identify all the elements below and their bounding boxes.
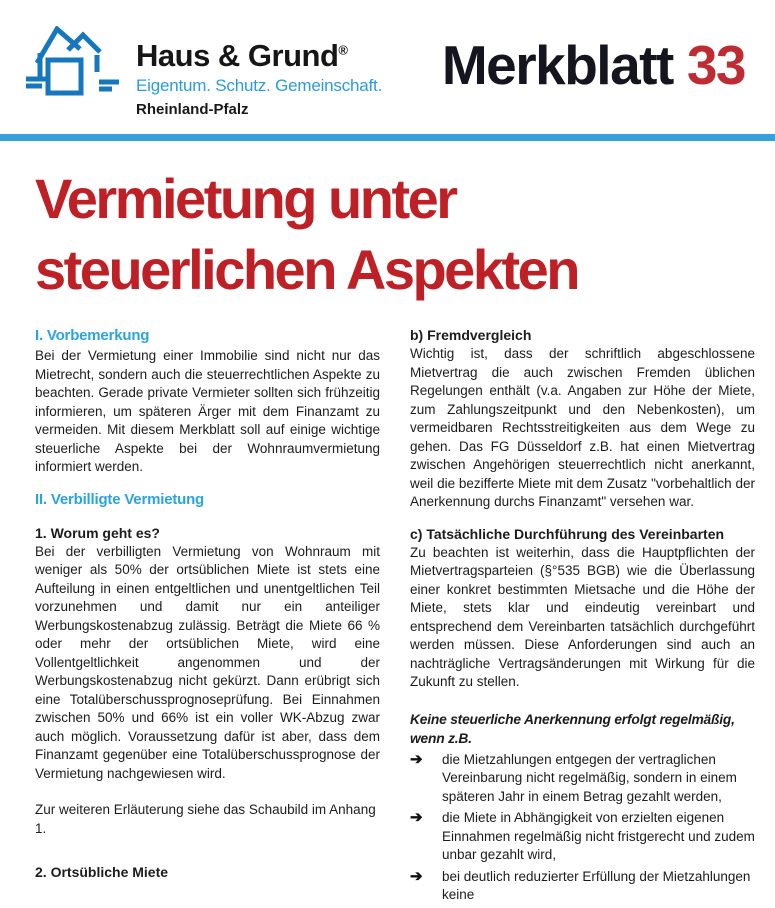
brand-block [136,40,382,118]
right-column [410,327,755,908]
subheading-tatsaechliche-durchfuehrung: c) Tatsächliche Durchführung des Vereinbarten [410,525,725,542]
list-item-text: die Miete in Abhängigkeit von erzielten eigenen Einnahmen regelmäßig nicht fristgerecht und zudem unbar gezahlt wird, [442,810,755,862]
page-title-line1: Vermietung unter [35,167,456,230]
list-item-text: die Mietzahlungen entgegen der vertraglichen Vereinbarung nicht regelmäßig, sondern in einem späteren Jahr in einem Betrag gezahlt werden, [442,751,737,804]
paragraph-vorbemerkung: Bei der Vermietung einer Immobilie sind nicht nur das Mietrecht, sondern auch die steuerrechtlichen Aspekte zu beachten. Gerade private Vermieter sollten sich frühzeitig informieren, um späteren Ärger mit dem Finanzamt zu vermeiden. Mit diesem Merkblatt soll auf einige wichtige steuerliche Aspekte bei der Wohnraumvermietung informiert werden. [35,348,380,474]
list-item [410,809,755,865]
paragraph-fremdvergleich: Wichtig ist, dass der schriftlich abgeschlossene Mietvertrag die auch zwischen Fremden üblichen Regelungen enthält (v.a. Angaben zur Höhe der Miete, zum Zahlungszeitpunkt und den Nebenkosten), um vermeidbaren Rechtsstreitigkeiten aus dem Wege zu gehen. Das FG Düsseldorf z.B. hat einen Mietvertrag zwischen Angehörigen steuerrechtlich nicht anerkannt, weil die bezifferte Miete mit dem Zusatz "vorbehaltlich der Anerkennung durchs Finanzamt" versehen war. [410,346,755,509]
list-intro-keine-anerkennung: Keine steuerliche Anerkennung erfolgt regelmäßig, wenn z.B. [410,711,735,746]
subheading-fremdvergleich: b) Fremdvergleich [410,327,532,343]
paragraph-worum-geht-es: Bei der verbilligten Vermietung von Wohnraum mit weniger als 50% der ortsüblichen Miete ist stets eine Aufteilung in einen entgeltlichen und unentgeltlichen Teil vorzunehmen und damit nur ein anteiliger Werbungskostenabzug zulässig. Beträgt die Miete 66 % oder mehr der ortsüblichen Miete, wird eine Vollentgeltlichkeit angenommen und der Werbungskostenabzug nicht gekürzt. Dann erübrigt sich eine Totalüberschussprognoseprüfung. Bei Einnahmen zwischen 50% und 66% ist ein voller WK-Abzug zwar auch möglich. Voraussetzung dafür ist aber, dass dem Finanzamt gegenüber eine Totalüberschussprognose der Vermietung nachgewiesen wird. [35,543,380,781]
page-title-line2: steuerlichen Aspekten [35,238,578,301]
list-item-text: bei deutlich reduzierter Erfüllung der Mietzahlungen keine [442,868,751,902]
note-schaubild-anhang: Zur weiteren Erläuterung siehe das Schaubild im Anhang 1. [35,802,376,836]
masthead-number: 33 [686,34,745,96]
header-divider-rule [0,134,775,141]
arrow-bullet-icon: ➔ [410,809,423,826]
masthead-label: Merkblatt [441,34,673,96]
subheading-ortsuebliche-miete: 2. Ortsübliche Miete [35,864,169,880]
arrow-bullet-icon: ➔ [410,867,423,885]
brand-name-text: Haus & Grund [136,38,339,73]
left-column [35,327,380,908]
document-header [0,0,775,134]
section-heading-verbilligte-vermietung: II. Verbilligte Vermietung [35,490,205,508]
brand-name [136,40,382,73]
masthead [441,34,745,96]
registered-mark: ® [338,42,348,58]
brand-region: Rheinland-Pfalz [136,100,249,118]
page-title [35,163,775,305]
paragraph-tatsaechliche-durchfuehrung: Zu beachten ist weiterhin, dass die Hauptpflichten der Mietvertragsparteien (§°535 BGB) wie die Überlassung einer konkret bestimmten Mietsache und die Höhe der Miete, stets klar und eindeutig vereinbart und entsprechend dem Vereinbarten tatsächlich durchgeführt werden müssen. Diese Anforderungen sind auch an nachträgliche Vertragsänderungen mit Wirkung für die Zukunft zu stellen. [410,544,755,689]
body-columns [0,327,775,908]
brand-tagline: Eigentum. Schutz. Gemeinschaft. [136,75,383,95]
subheading-worum-geht-es: 1. Worum geht es? [35,524,160,541]
section-heading-vorbemerkung: I. Vorbemerkung [35,327,150,344]
haus-grund-logo-icon [24,26,124,118]
arrow-bullet-icon: ➔ [410,750,423,768]
list-item [410,868,755,905]
list-item [410,751,755,807]
